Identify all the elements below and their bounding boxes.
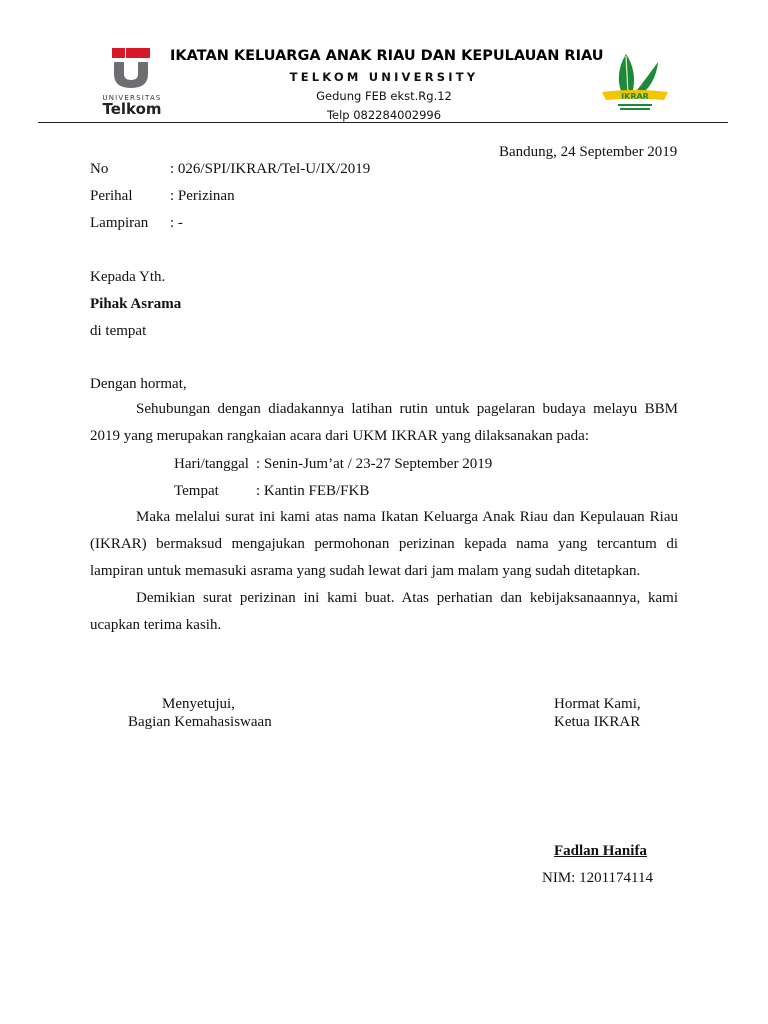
body-paragraph-3-text: Demikian surat perizinan ini kami buat. Atas perhatian dan kebijaksanaannya, kami ucapkan terima kasih. [90, 590, 678, 633]
recipient-place: di tempat [90, 323, 147, 339]
org-title: IKATAN KELUARGA ANAK RIAU DAN KEPULAUAN RIAU [170, 48, 604, 64]
telkom-logo-caption: UNIVERSITAS [102, 94, 162, 102]
meta-no-label: No [90, 161, 109, 177]
telkom-logo-wordmark: Telkom [102, 100, 162, 118]
body-paragraph-2-text: Maka melalui surat ini kami atas nama Ikatan Keluarga Anak Riau dan Kepulauan Riau (IKRAR) bermaksud mengajukan permohonan perizinan kepada nama yang tercantum di lampiran untuk memasuki asrama yang sudah lewat dari jam malam yang sudah ditetapkan. [90, 509, 678, 579]
detail-place-value: : Kantin FEB/FKB [256, 483, 370, 499]
meta-perihal-value: : Perizinan [170, 188, 235, 204]
telkom-university-logo [88, 44, 180, 120]
body-paragraph-2 [90, 504, 678, 585]
signer-title: Ketua IKRAR [554, 714, 641, 730]
meta-lampiran-value: : - [170, 215, 183, 231]
university-name: TELKOM UNIVERSITY [289, 70, 479, 84]
detail-date-label: Hari/tanggal [174, 456, 249, 472]
letter-date: Bandung, 24 September 2019 [499, 144, 678, 160]
body-paragraph-1 [90, 396, 678, 450]
letterhead-divider [38, 122, 728, 123]
body-paragraph-3 [90, 585, 678, 639]
meta-lampiran-label: Lampiran [90, 215, 149, 231]
recipient-name: Pihak Asrama [90, 296, 182, 312]
meta-perihal-label: Perihal [90, 188, 133, 204]
org-address: Gedung FEB ekst.Rg.12 [316, 89, 452, 103]
detail-date-value: : Senin-Jum’at / 23-27 September 2019 [256, 456, 493, 472]
ikrar-logo [592, 48, 678, 118]
ikrar-logo-text: IKRAR [621, 92, 649, 101]
recipient-greeting: Kepada Yth. [90, 269, 166, 285]
closing-label: Hormat Kami, [554, 696, 641, 712]
approval-department: Bagian Kemahasiswaan [128, 714, 272, 730]
meta-no-value: : 026/SPI/IKRAR/Tel-U/IX/2019 [170, 161, 371, 177]
detail-place-label: Tempat [174, 483, 219, 499]
signer-name: Fadlan Hanifa [554, 843, 647, 859]
salutation: Dengan hormat, [90, 376, 187, 392]
body-paragraph-1-text: Sehubungan dengan diadakannya latihan rutin untuk pagelaran budaya melayu BBM 2019 yang merupakan rangkaian acara dari UKM IKRAR yang dilaksanakan pada: [90, 401, 678, 444]
approval-label: Menyetujui, [162, 696, 235, 712]
signer-nim: NIM: 1201174114 [542, 870, 653, 886]
org-phone: Telp 082284002996 [326, 108, 442, 122]
